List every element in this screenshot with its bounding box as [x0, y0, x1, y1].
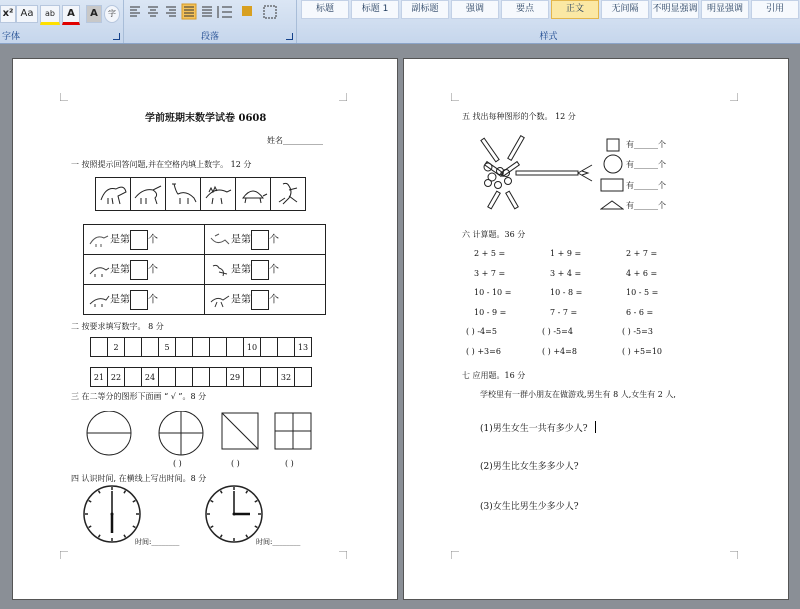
ribbon — [0, 0, 800, 44]
enclose-char-button[interactable]: 字 — [104, 5, 120, 23]
calc-item: ( ) +3=6 — [466, 346, 501, 356]
page-2[interactable] — [403, 58, 789, 600]
crop-mark-icon — [339, 93, 347, 101]
row1-right-suffix: 个 — [269, 234, 279, 245]
text-cursor — [595, 421, 596, 433]
style-emphasis[interactable]: 强调 — [451, 0, 499, 19]
sequence-cell[interactable] — [278, 338, 295, 357]
sub-question-2: (2)男生比女生多多少人? — [480, 462, 579, 472]
question-3-heading: 三 在二等分的图形下面画 “ √ ”。8 分 — [71, 392, 207, 401]
answer-box[interactable] — [251, 260, 269, 280]
sequence-cell: 22 — [108, 368, 125, 387]
paren-mark-3[interactable]: ( ) — [231, 459, 240, 468]
paragraph-tools-icon[interactable] — [128, 3, 288, 21]
question-5-heading: 五 找出每种图形的个数。 12 分 — [462, 112, 576, 121]
sequence-cell: 5 — [159, 338, 176, 357]
style-strong[interactable]: 要点 — [501, 0, 549, 19]
number-sequence-1 — [90, 337, 312, 357]
sequence-cell[interactable] — [261, 338, 278, 357]
question-2-heading: 二 按要求填写数字。 8 分 — [71, 322, 164, 331]
row2-right-suffix: 个 — [269, 264, 279, 275]
style-normal[interactable]: 正文 — [551, 0, 599, 19]
sequence-cell: 10 — [244, 338, 261, 357]
name-field[interactable]: 姓名__________ — [267, 136, 323, 145]
rectangle-icon — [600, 178, 624, 192]
small-dinosaur-icon — [209, 292, 231, 308]
sequence-cell: 21 — [91, 368, 108, 387]
paragraph-dialog-launcher-icon[interactable] — [286, 33, 293, 40]
halves-shapes — [85, 411, 325, 459]
row1-left-text: 是第 — [110, 234, 130, 245]
sequence-cell[interactable] — [176, 338, 193, 357]
dinosaur-icon — [98, 180, 128, 206]
question-1-heading: 一 按照提示回答问题,并在空格内填上数字。 12 分 — [71, 160, 252, 169]
calc-item: 7 - 7 = — [550, 307, 578, 317]
square-icon — [606, 138, 622, 152]
answer-box[interactable] — [130, 230, 148, 250]
question-6-heading: 六 计算题。36 分 — [462, 230, 526, 239]
page-title: 学前班期末数学试卷 0608 — [145, 113, 267, 124]
styles-gallery — [301, 0, 798, 18]
style-no-spacing[interactable]: 无间隔 — [601, 0, 649, 19]
calc-item: 4 + 6 = — [626, 268, 658, 278]
row3-left-suffix: 个 — [148, 294, 158, 305]
calc-item: ( ) +5=10 — [622, 346, 663, 356]
font-group — [0, 0, 124, 43]
page-1[interactable] — [12, 58, 398, 600]
crop-mark-icon — [730, 551, 738, 559]
sequence-cell[interactable] — [295, 368, 312, 387]
answer-box[interactable] — [251, 230, 269, 250]
number-sequence-2 — [90, 367, 312, 387]
paren-mark-2[interactable]: ( ) — [173, 459, 182, 468]
story-text: 学校里有一群小朋友在做游戏,男生有 8 人,女生有 2 人, — [480, 390, 676, 399]
answer-box[interactable] — [130, 290, 148, 310]
crop-mark-icon — [451, 551, 459, 559]
style-heading1[interactable]: 标题 1 — [351, 0, 399, 19]
animal-strip — [95, 177, 306, 211]
row3-right-suffix: 个 — [269, 294, 279, 305]
triceratops-icon — [133, 180, 163, 206]
sequence-cell: 29 — [227, 368, 244, 387]
clock-6-oclock-icon — [82, 483, 142, 545]
turtle-icon — [238, 180, 268, 206]
style-intense-emphasis[interactable]: 明显强调 — [701, 0, 749, 19]
paragraph-group-label: 段落 — [200, 32, 219, 42]
crop-mark-icon — [451, 93, 459, 101]
crop-mark-icon — [730, 93, 738, 101]
calc-item: 3 + 7 = — [474, 268, 506, 278]
font-dialog-launcher-icon[interactable] — [113, 33, 120, 40]
triangle-icon — [600, 199, 624, 211]
circle-icon — [603, 154, 623, 174]
change-case-button[interactable]: Aa — [16, 5, 38, 23]
sequence-cell: 13 — [295, 338, 312, 357]
row2-right-text: 是第 — [231, 264, 251, 275]
lizard-icon — [273, 180, 303, 206]
sequence-cell[interactable] — [193, 338, 210, 357]
answer-box[interactable] — [130, 260, 148, 280]
question-7-heading: 七 应用题。16 分 — [462, 371, 526, 380]
calc-item: 10 - 8 = — [550, 288, 583, 297]
calc-item: 2 + 7 = — [626, 249, 658, 258]
style-title[interactable]: 标题 — [301, 0, 349, 19]
sequence-cell: 2 — [108, 338, 125, 357]
time-answer-1[interactable]: 时间:________ — [135, 538, 180, 546]
styles-group-label: 样式 — [539, 32, 558, 42]
sequence-cell[interactable] — [193, 368, 210, 387]
sequence-cell[interactable] — [159, 368, 176, 387]
calc-item: 2 + 5 = — [474, 249, 506, 258]
highlight-button[interactable]: ab — [40, 5, 60, 25]
calc-item: ( ) -4=5 — [466, 327, 497, 336]
crop-mark-icon — [60, 93, 68, 101]
row3-left-text: 是第 — [110, 294, 130, 305]
sequence-cell[interactable] — [210, 368, 227, 387]
crop-mark-icon — [339, 551, 347, 559]
crop-mark-icon — [60, 551, 68, 559]
answer-box[interactable] — [251, 290, 269, 310]
sequence-cell: 32 — [278, 368, 295, 387]
sauropod-icon — [168, 180, 198, 206]
char-shading-button[interactable]: A — [86, 5, 102, 23]
row2-left-suffix: 个 — [148, 264, 158, 275]
row1-right-text: 是第 — [231, 234, 251, 245]
time-answer-2[interactable]: 时间:________ — [256, 538, 301, 546]
paragraph-group — [124, 0, 297, 43]
small-dinosaur-icon — [209, 232, 231, 248]
sub-question-1: (1)男生女生一共有多少人? — [480, 424, 588, 434]
calc-item: ( ) +4=8 — [542, 346, 577, 356]
sequence-cell[interactable] — [176, 368, 193, 387]
sequence-cell[interactable] — [261, 368, 278, 387]
calc-item: 3 + 4 = — [550, 268, 582, 278]
clock-3-oclock-icon — [204, 483, 264, 545]
row3-right-text: 是第 — [231, 294, 251, 305]
small-dinosaur-icon — [209, 262, 231, 278]
sequence-cell[interactable] — [142, 338, 159, 357]
row1-left-suffix: 个 — [148, 234, 158, 245]
row2-left-text: 是第 — [110, 264, 130, 275]
style-subtitle[interactable]: 副标题 — [401, 0, 449, 19]
spiky-dinosaur-icon — [203, 180, 233, 206]
sequence-cell[interactable] — [125, 338, 142, 357]
sequence-cell[interactable] — [125, 368, 142, 387]
calc-item: ( ) -5=4 — [542, 327, 573, 336]
small-dinosaur-icon — [88, 292, 110, 308]
small-dinosaur-icon — [88, 232, 110, 248]
font-color-button[interactable]: A — [62, 5, 80, 25]
calc-item: 6 - 6 = — [626, 307, 654, 317]
rectangle-count[interactable]: 有______个 — [626, 181, 666, 190]
shape-picture — [478, 131, 598, 211]
font-group-label: 字体 — [2, 32, 21, 42]
styles-group — [297, 0, 800, 43]
calc-item: 10 - 5 = — [626, 288, 659, 297]
calc-item: 10 - 9 = — [474, 307, 507, 317]
circle-count[interactable]: 有______个 — [626, 160, 666, 169]
square-count[interactable]: 有______个 — [626, 140, 666, 149]
calc-item: 1 + 9 = — [550, 249, 582, 258]
calc-item: ( ) -5=3 — [622, 327, 653, 336]
paren-mark-4[interactable]: ( ) — [285, 459, 294, 468]
sequence-cell: 24 — [142, 368, 159, 387]
style-quote[interactable]: 引用 — [751, 0, 799, 19]
small-dinosaur-icon — [88, 262, 110, 278]
sequence-cell[interactable] — [227, 338, 244, 357]
sub-question-3: (3)女生比男生少多少人? — [480, 502, 579, 512]
sequence-cell[interactable] — [210, 338, 227, 357]
question-4-heading: 四 认识时间, 在横线上写出时间。8 分 — [71, 474, 207, 483]
sequence-cell[interactable] — [244, 368, 261, 387]
animal-position-table — [83, 224, 326, 315]
superscript-button[interactable]: x² — [0, 5, 16, 23]
sequence-cell[interactable] — [91, 338, 108, 357]
calc-item: 10 - 10 = — [474, 288, 512, 297]
style-subtle-emphasis[interactable]: 不明显强调 — [651, 0, 699, 19]
triangle-count[interactable]: 有______个 — [626, 201, 666, 210]
